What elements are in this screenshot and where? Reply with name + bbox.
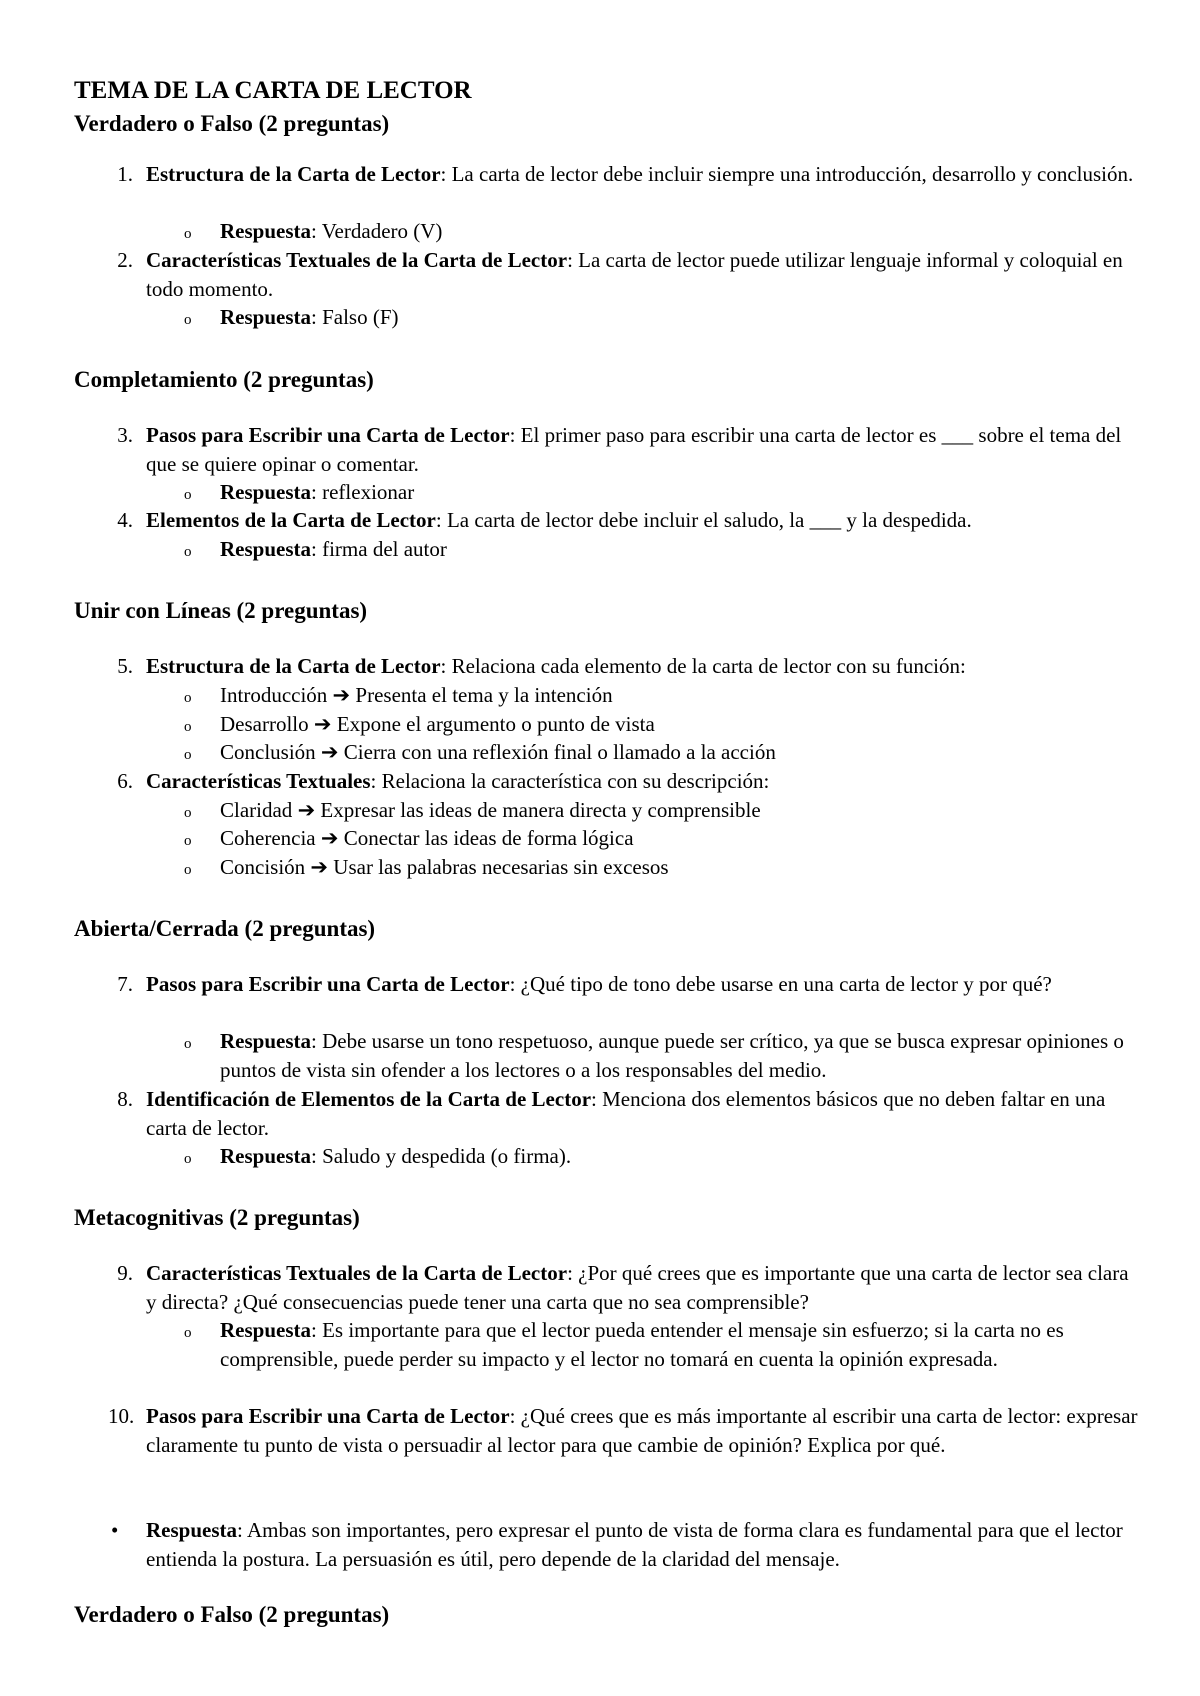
answer-label: Respuesta [220,1318,312,1342]
answer-text: : Verdadero (V) [311,219,443,243]
answer-text: : Falso (F) [311,305,399,329]
answer-1 [182,217,1142,246]
question-text: : Relaciona la característica con su descripción: [370,769,770,793]
arrow-icon: ➔ [310,855,329,879]
question-topic: Elementos de la Carta de Lector [146,508,436,532]
question-text: : La carta de lector debe incluir siempre una introducción, desarrollo y conclusión. [440,162,1134,186]
arrow-icon: ➔ [297,798,316,822]
match-definition: Cierra con una reflexión final o llamado a la acción [343,740,776,764]
question-number: 2. [117,248,133,272]
match-term: Conclusión [220,740,316,764]
question-topic: Características Textuales de la Carta de Lector [146,248,568,272]
question-topic: Características Textuales de la Carta de Lector [146,1261,568,1285]
section-heading-completamiento: Completamiento (2 preguntas) [74,367,374,392]
match-term: Claridad [220,798,293,822]
section-heading-verdadero-falso-2: Verdadero o Falso (2 preguntas) [74,1602,390,1627]
list-marker-icon: o [184,312,192,328]
answer-3 [182,478,1142,507]
question-topic: Pasos para Escribir una Carta de Lector [146,972,510,996]
section-heading-unir-lineas: Unir con Líneas (2 preguntas) [74,598,368,623]
question-topic: Pasos para Escribir una Carta de Lector [146,423,510,447]
question-number: 10. [108,1404,135,1428]
question-2 [108,246,1138,303]
question-8 [108,1085,1138,1142]
question-number: 7. [117,972,133,996]
answer-label: Respuesta [220,480,312,504]
match-term: Coherencia [220,826,316,850]
match-definition: Expone el argumento o punto de vista [336,712,655,736]
list-marker-icon: o [184,833,192,849]
question-topic: Estructura de la Carta de Lector [146,162,441,186]
question-topic: Características Textuales [146,769,371,793]
question-text: : ¿Qué tipo de tono debe usarse en una carta de lector y por qué? [509,972,1052,996]
list-marker-icon: o [184,1151,192,1167]
answer-label: Respuesta [220,305,312,329]
answer-9 [182,1316,1142,1373]
list-marker-icon: o [184,747,192,763]
match-definition: Expresar las ideas de manera directa y comprensible [320,798,761,822]
list-marker-icon: o [184,719,192,735]
answer-10 [108,1516,1138,1573]
match-pair [182,738,1142,767]
bullet-icon: • [111,1518,119,1542]
match-pair [182,710,1142,739]
answer-label: Respuesta [220,1029,312,1053]
question-3 [108,421,1138,478]
match-pair [182,853,1142,882]
question-number: 1. [117,162,133,186]
match-term: Introducción [220,683,328,707]
question-4 [108,506,1138,535]
question-5 [108,652,1138,681]
answer-label: Respuesta [220,219,312,243]
question-text: : La carta de lector debe incluir el saludo, la ___ y la despedida. [435,508,972,532]
answer-text: : firma del autor [311,537,447,561]
answer-text: : reflexionar [311,480,415,504]
question-text: : ¿Qué crees que es más importante al escribir una carta de lector: expresar claramente tu punto de vista o persuadir al lector para que cambie de opinión? Explica por qué. [146,1404,1138,1457]
question-text: : El primer paso para escribir una carta de lector es ___ sobre el tema del que se quiere opinar o comentar. [146,423,1122,476]
question-1 [108,160,1138,189]
section-heading-verdadero-falso: Verdadero o Falso (2 preguntas) [74,111,390,136]
answer-label: Respuesta [146,1518,238,1542]
document-title: TEMA DE LA CARTA DE LECTOR [74,77,472,104]
question-text: : La carta de lector puede utilizar lenguaje informal y coloquial en todo momento. [146,248,1123,301]
match-pair [182,796,1142,825]
list-marker-icon: o [184,226,192,242]
match-definition: Conectar las ideas de forma lógica [343,826,634,850]
question-text: : Relaciona cada elemento de la carta de lector con su función: [440,654,966,678]
question-text: : Menciona dos elementos básicos que no deben faltar en una carta de lector. [146,1087,1106,1140]
match-term: Concisión [220,855,306,879]
question-topic: Pasos para Escribir una Carta de Lector [146,1404,510,1428]
list-marker-icon: o [184,1325,192,1341]
question-number: 4. [117,508,133,532]
answer-text: : Es importante para que el lector pueda entender el mensaje sin esfuerzo; si la carta no es comprensible, puede perder su impacto y el lector no tomará en cuenta la opinión expresada. [220,1318,1064,1371]
match-term: Desarrollo [220,712,309,736]
answer-text: : Saludo y despedida (o firma). [311,1144,572,1168]
match-pair [182,681,1142,710]
question-text: : ¿Por qué crees que es importante que una carta de lector sea clara y directa? ¿Qué consecuencias puede tener una carta que no sea comprensible? [146,1261,1129,1314]
answer-text: : Ambas son importantes, pero expresar el punto de vista de forma clara es fundamental para que el lector entienda la postura. La persuasión es útil, pero depende de la claridad del mensaje. [146,1518,1123,1571]
answer-label: Respuesta [220,537,312,561]
answer-text: : Debe usarse un tono respetuoso, aunque puede ser crítico, ya que se busca expresar opiniones o puntos de vista sin ofender a los lectores o a los responsables del medio. [220,1029,1124,1082]
list-marker-icon: o [184,1036,192,1052]
answer-4 [182,535,1142,564]
arrow-icon: ➔ [320,740,339,764]
list-marker-icon: o [184,862,192,878]
question-6 [108,767,1138,796]
question-topic: Identificación de Elementos de la Carta de Lector [146,1087,592,1111]
answer-label: Respuesta [220,1144,312,1168]
arrow-icon: ➔ [313,712,332,736]
list-marker-icon: o [184,690,192,706]
question-topic: Estructura de la Carta de Lector [146,654,441,678]
section-heading-abierta-cerrada: Abierta/Cerrada (2 preguntas) [74,916,376,941]
list-marker-icon: o [184,805,192,821]
answer-2 [182,303,1142,332]
section-heading-metacognitivas: Metacognitivas (2 preguntas) [74,1205,360,1230]
question-number: 5. [117,654,133,678]
list-marker-icon: o [184,544,192,560]
answer-8 [182,1142,1142,1171]
question-number: 8. [117,1087,133,1111]
match-definition: Presenta el tema y la intención [355,683,613,707]
match-definition: Usar las palabras necesarias sin excesos [333,855,669,879]
question-7 [108,970,1138,999]
question-number: 6. [117,769,133,793]
question-10 [108,1402,1138,1459]
match-pair [182,824,1142,853]
answer-7 [182,1027,1142,1084]
question-number: 9. [117,1261,133,1285]
question-number: 3. [117,423,133,447]
arrow-icon: ➔ [332,683,351,707]
arrow-icon: ➔ [320,826,339,850]
question-9 [108,1259,1138,1316]
list-marker-icon: o [184,487,192,503]
